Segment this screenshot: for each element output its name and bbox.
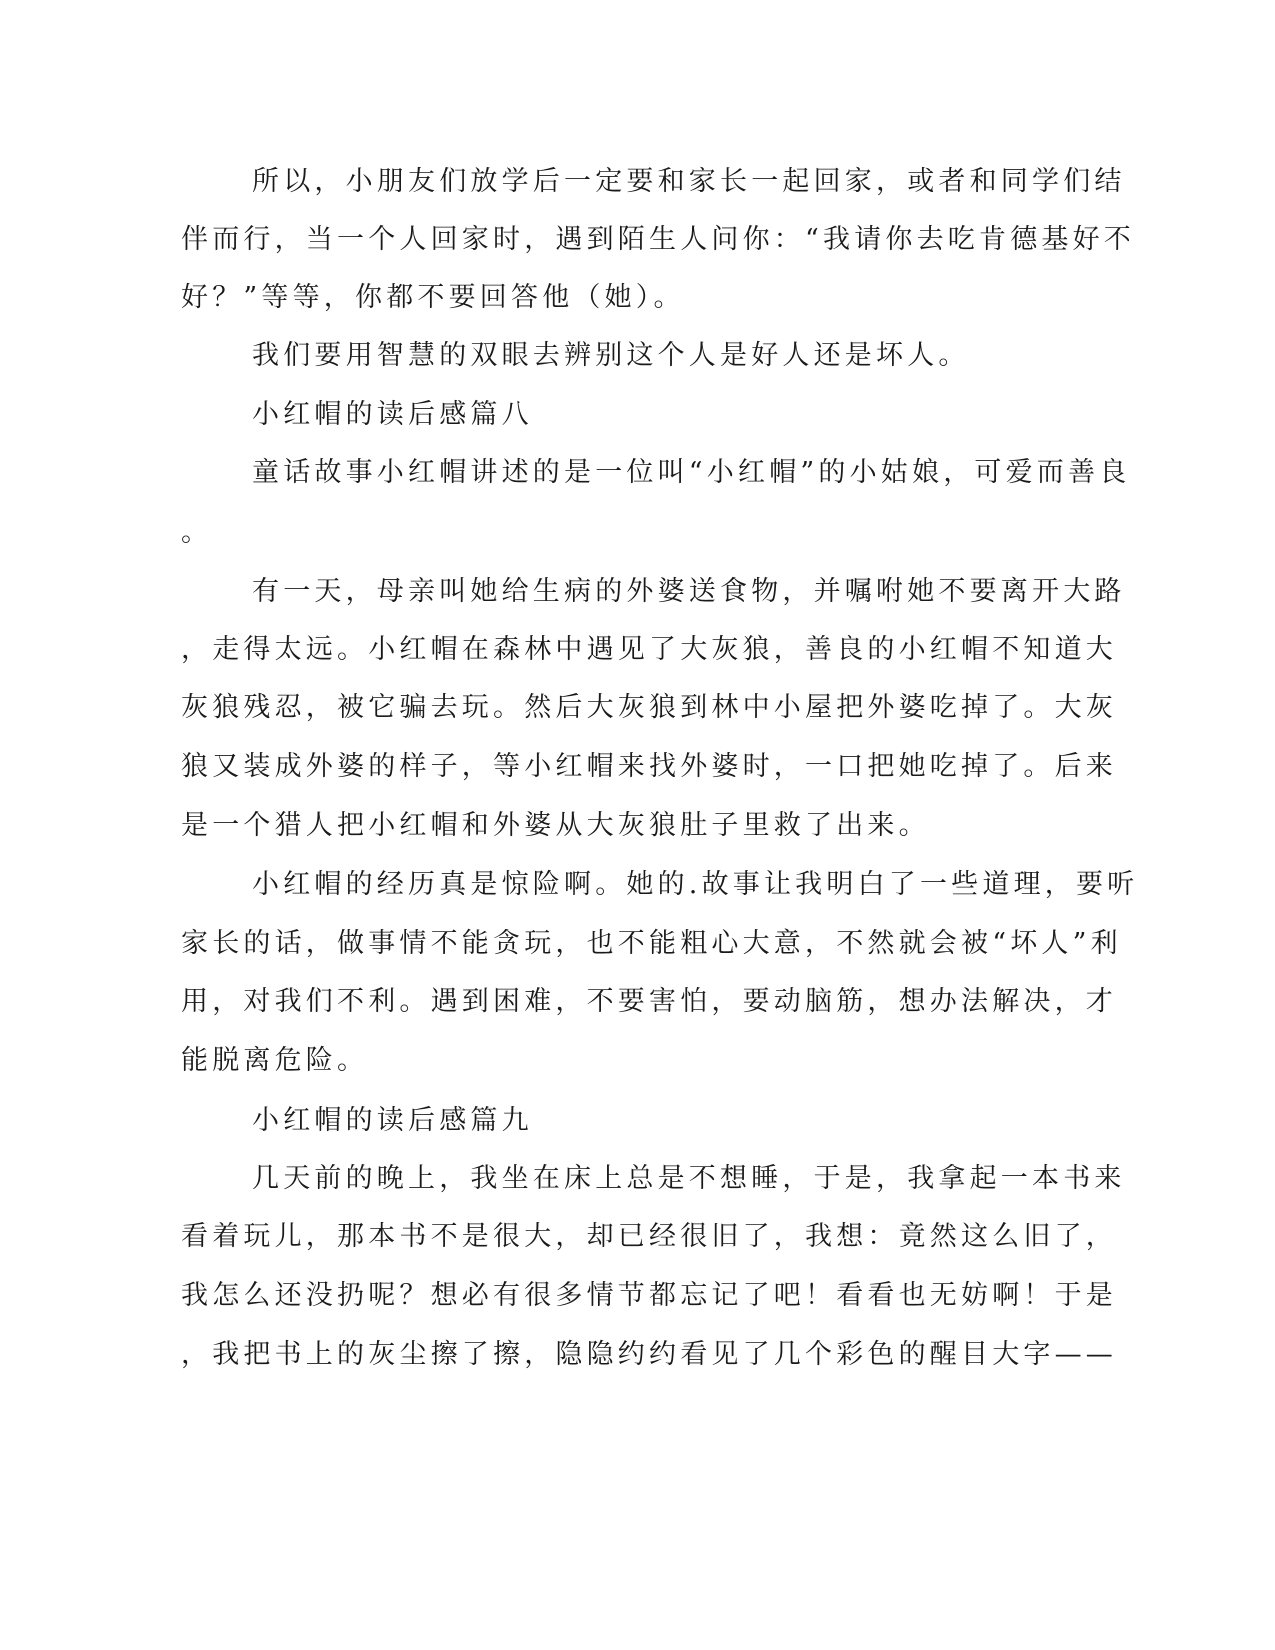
paragraph-1-line-1: 所以，小朋友们放学后一定要和家长一起回家，或者和同学们结 <box>252 166 1126 197</box>
section-heading-9: 小红帽的读后感篇九 <box>252 1105 533 1136</box>
paragraph-6-line-1: 几天前的晚上，我坐在床上总是不想睡，于是，我拿起一本书来 <box>252 1163 1126 1194</box>
paragraph-4-line-1: 有一天，母亲叫她给生病的外婆送食物，并嘱咐她不要离开大路 <box>252 576 1126 607</box>
paragraph-4-line-2: ，走得太远。小红帽在森林中遇见了大灰狼，善良的小红帽不知道大 <box>181 634 1117 665</box>
section-heading-8: 小红帽的读后感篇八 <box>252 399 533 430</box>
paragraph-6-line-3: 我怎么还没扔呢？想必有很多情节都忘记了吧！看看也无妨啊！于是 <box>181 1280 1117 1311</box>
paragraph-3-line-2: 。 <box>181 517 213 548</box>
paragraph-6-line-4: ，我把书上的灰尘擦了擦，隐隐约约看见了几个彩色的醒目大字—— <box>181 1339 1117 1370</box>
paragraph-3-line-1: 童话故事小红帽讲述的是一位叫“小红帽”的小姑娘，可爱而善良 <box>252 457 1131 488</box>
paragraph-4-line-5: 是一个猎人把小红帽和外婆从大灰狼肚子里救了出来。 <box>181 810 930 841</box>
paragraph-6-line-2: 看着玩儿，那本书不是很大，却已经很旧了，我想：竟然这么旧了， <box>181 1221 1117 1252</box>
paragraph-4-line-3: 灰狼残忍，被它骗去玩。然后大灰狼到林中小屋把外婆吃掉了。大灰 <box>181 692 1117 723</box>
paragraph-4-line-4: 狼又装成外婆的样子，等小红帽来找外婆时，一口把她吃掉了。后来 <box>181 751 1117 782</box>
paragraph-1-line-2: 伴而行，当一个人回家时，遇到陌生人问你：“我请你去吃肯德基好不 <box>181 224 1136 255</box>
paragraph-5-line-1: 小红帽的经历真是惊险啊。她的.故事让我明白了一些道理，要听 <box>252 869 1139 900</box>
paragraph-5-line-4: 能脱离危险。 <box>181 1045 369 1076</box>
paragraph-5-line-3: 用，对我们不利。遇到困难，不要害怕，要动脑筋，想办法解决，才 <box>181 986 1117 1017</box>
paragraph-5-line-2: 家长的话，做事情不能贪玩，也不能粗心大意，不然就会被“坏人”利 <box>181 928 1122 959</box>
paragraph-2-line-1: 我们要用智慧的双眼去辨别这个人是好人还是坏人。 <box>252 340 970 371</box>
paragraph-1-line-3: 好？”等等，你都不要回答他（她）。 <box>181 282 685 313</box>
